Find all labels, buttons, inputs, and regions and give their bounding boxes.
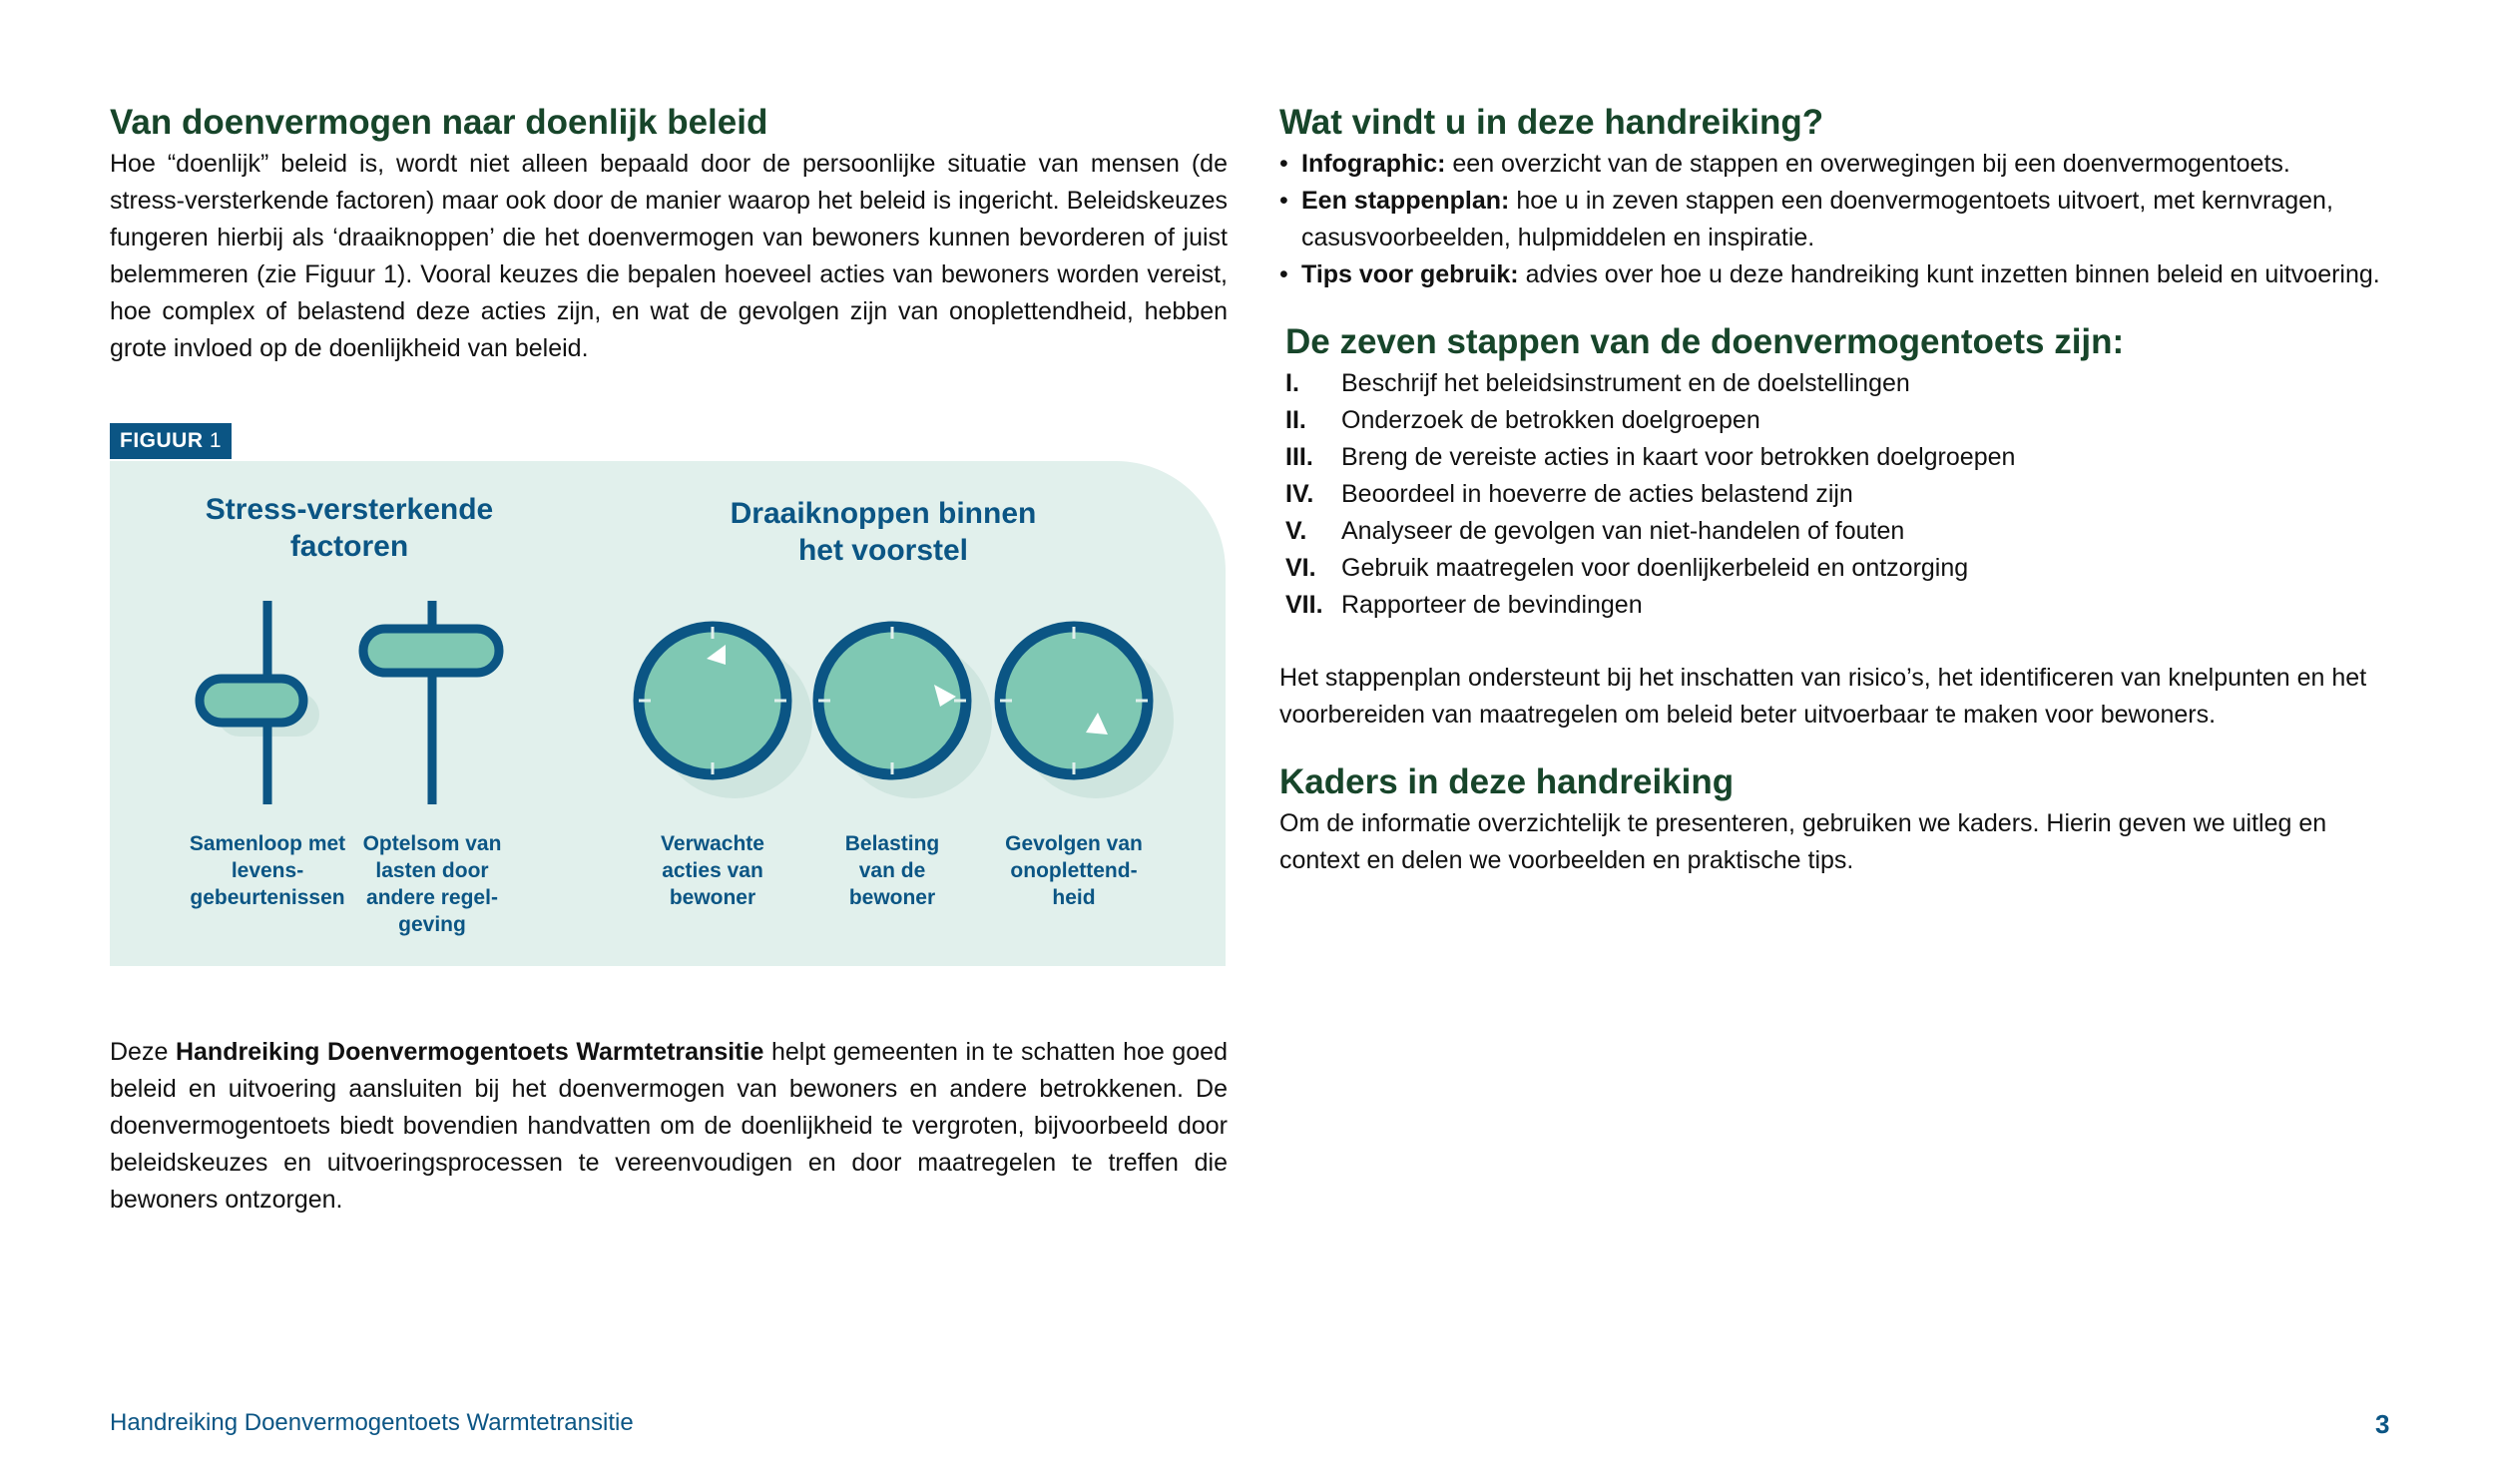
list-item: • Infographic: een overzicht van de stappen en overwegingen bij een doenvermogentoets. <box>1279 150 2290 178</box>
knob-icon-expected-actions <box>639 627 812 798</box>
figure-caption: Optelsom van lasten door andere regel-geving <box>362 832 502 936</box>
knob-icon-consequences <box>1000 627 1174 798</box>
figure-caption: Gevolgen van onoplettend-heid <box>1005 832 1143 909</box>
list-item: VII. Rapporteer de bevindingen <box>1285 591 1643 619</box>
handreiking-paragraph-block <box>110 1034 1228 1219</box>
handreiking-title-bold: Handreiking Doenvermogentoets Warmtetransitie <box>175 1038 764 1066</box>
steps-paragraph: Het stappenplan ondersteunt bij het inschatten van risico’s, het identificeren van knelpunten en het voorbereiden van maatregelen om beleid beter uitvoerbaar te maken voor bewoners. <box>1279 664 2367 729</box>
list-item: • Een stappenplan: hoe u in zeven stappen een doenvermogentoets uitvoert, met kernvragen, casusvoorbeelden, hulpmiddelen en inspiratie. <box>1279 187 2333 251</box>
kaders-paragraph: Om de informatie overzichtelijk te presenteren, gebruiken we kaders. Hierin geven we uitleg en context en delen we voorbeelden en praktische tips. <box>1279 809 2327 874</box>
intro-paragraph: Hoe “doenlijk” beleid is, wordt niet alleen bepaald door de persoonlijke situatie van mensen (de stress-versterkende factoren) maar ook door de manier waarop het beleid is ingericht. Beleidskeuzes fungeren hierbij als ‘draaiknoppen’ die het doenvermogen van bewoners kunnen bevorderen of juist belemmeren (zie Figuur 1). Vooral keuzes die bepalen hoeveel acties van bewoners worden vereist, hoe complex of belastend deze acties zijn, en wat de gevolgen zijn van onoplettendheid, hebben grote invloed op de doenlijkheid van beleid. <box>110 150 1228 362</box>
handreiking-paragraph <box>110 1034 1228 1219</box>
para-rest: helpt gemeenten in te schatten hoe goed beleid en uitvoering aansluiten bij het doenvermogen van bewoners en andere betrokkenen. De doenvermogentoets biedt bovendien handvatten om de doenlijkheid te vergroten, bijvoorbeeld door beleidskeuzes en uitvoeringsprocessen te vereenvoudigen en door maatregelen te treffen die bewoners ontzorgen. <box>110 1038 1228 1214</box>
list-item: IV. Beoordeel in hoeverre de acties belastend zijn <box>1285 480 1853 508</box>
page-number: 3 <box>2375 1409 2390 1439</box>
right-column <box>1279 100 2407 879</box>
figure-label <box>110 423 232 459</box>
figure-caption: Belasting van de bewoner <box>844 832 940 909</box>
section-heading-doenlijk-beleid: Van doenvermogen naar doenlijk beleid <box>110 103 768 142</box>
figure-caption: Verwachte acties van bewoner <box>661 832 764 909</box>
list-item: I. Beschrijf het beleidsinstrument en de doelstellingen <box>1285 369 1910 397</box>
section-heading-wat-vindt-u: Wat vindt u in deze handreiking? <box>1279 103 1824 142</box>
slider-icon-other-regulation <box>363 601 499 804</box>
section-heading-kaders: Kaders in deze handreiking <box>1279 762 1735 801</box>
steps-list <box>1279 365 2407 624</box>
footer-title: Handreiking Doenvermogentoets Warmtetransitie <box>110 1409 634 1436</box>
left-column <box>110 100 1228 367</box>
list-item: VI. Gebruik maatregelen voor doenlijkerbeleid en ontzorging <box>1285 554 1969 582</box>
list-item: • Tips voor gebruik: advies over hoe u deze handreiking kunt inzetten binnen beleid en uitvoering. <box>1279 260 2380 288</box>
figure-label-text: FIGUUR <box>120 429 204 452</box>
figure-title-stress-factors: Stress-versterkende factoren <box>205 493 494 563</box>
contents-list <box>1279 146 2407 293</box>
figure-number: 1 <box>209 429 223 452</box>
list-item: V. Analyseer de gevolgen van niet-handelen of fouten <box>1285 517 1905 545</box>
slider-icon-life-events <box>200 601 319 804</box>
knob-icon-burden <box>818 627 992 798</box>
para-prefix: Deze <box>110 1038 176 1066</box>
section-heading-zeven-stappen: De zeven stappen van de doenvermogentoets zijn: <box>1285 322 2125 361</box>
list-item: II. Onderzoek de betrokken doelgroepen <box>1285 406 1760 434</box>
figure-caption: Samenloop met levens-gebeurtenissen <box>189 832 346 909</box>
figure-title-draaiknoppen: Draaiknoppen binnen het voorstel <box>730 497 1037 567</box>
figure-1 <box>110 461 1226 966</box>
list-item: III. Breng de vereiste acties in kaart voor betrokken doelgroepen <box>1285 443 2016 471</box>
